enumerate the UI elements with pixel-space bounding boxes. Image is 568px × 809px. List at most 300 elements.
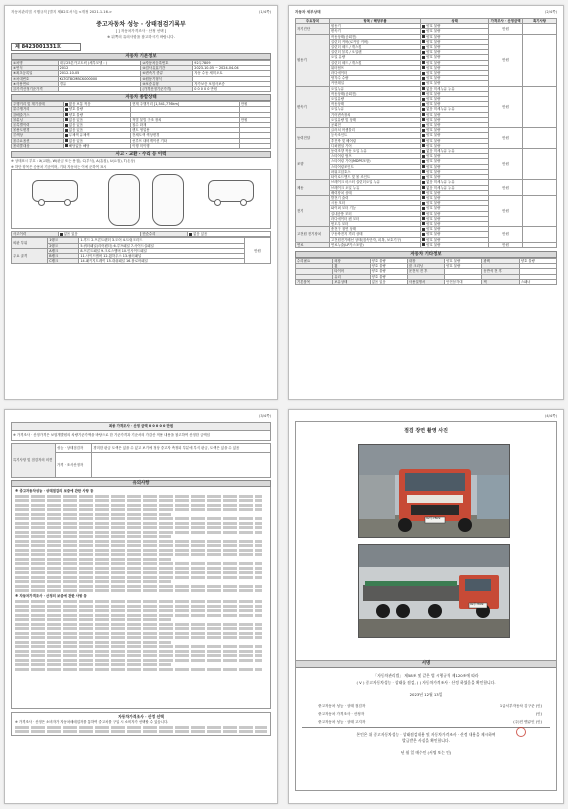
text-line (15, 641, 171, 644)
detail-state: 양호 불량 (421, 211, 489, 216)
final-price-title: 최종 가격조사 · 산정 금액 0 0 0 0 0 만원 (12, 423, 271, 431)
receipt-1: 본인은 위 중고자동차성능 · 상태점검내용 및 자동차가격조사 · 산정 내용을 제시하여 (356, 732, 496, 737)
detail-item: 타이로드엔드 및 볼 조인트 (329, 175, 420, 180)
detail-item: 오일유량 (329, 97, 420, 102)
detail-item: 공회전 (329, 123, 420, 128)
detail-state: 없음 미세누유 누유 (421, 149, 489, 154)
accident-note: ※ 하단 항목은 승용차 기준이며, 기타 자동차는 이에 준하여 표시 (11, 164, 107, 169)
checkbox-icon (422, 207, 425, 210)
special-opinion: 경미한 판금 도색은 있을 수 있고 보기에 정상 중고자 측정되 부분에 부식 판금, 도색은 있을 수 있음 (92, 444, 271, 453)
detail-note (523, 128, 557, 149)
detail-item: 오일누유 (329, 86, 420, 91)
basic-value: 2012 (58, 66, 141, 71)
detail-price: 만원 (489, 242, 523, 247)
photo-section (295, 421, 557, 661)
repair-value: 없음 있음 (188, 232, 271, 237)
checkbox-icon (422, 160, 425, 163)
check-label: ⑲리콜대상 (12, 143, 64, 148)
detail-item: 작동상태(공회전) (329, 91, 420, 96)
basic-value: 2023-10-05 ~ 2024-04-04 (193, 66, 271, 71)
other-cell: 양호 불량 (370, 264, 407, 269)
rankb-parts: 11.사이드멤버 12.휠하우스 13.필러패널 (79, 254, 245, 259)
text-line (15, 589, 262, 592)
text-line (15, 513, 171, 516)
text-line (15, 600, 262, 603)
receipt-2: 발급받은 사실을 확인합니다. (402, 738, 450, 743)
detail-state: 양호 불량 (421, 175, 489, 180)
detail-price: 만원 (489, 24, 523, 34)
detail-row (296, 34, 557, 39)
sign-title: 서명 (296, 661, 556, 668)
accident-label: 사고이력 (12, 232, 59, 237)
accident-title: 사고 · 교환 · 수리 등 이력 (11, 151, 271, 158)
special-label: 특기사항 및 점검자의 의견 (12, 444, 56, 478)
price-select-box (11, 712, 271, 736)
sign-date: 2023년 12월 13일 (409, 692, 443, 697)
check-value: 없음 있음 (63, 138, 130, 143)
check-value: 선루프 내비게이션 기타 (131, 138, 240, 143)
other-cell: 타이어 (333, 269, 370, 274)
detail-state: 없음 미세누유 누유 (421, 185, 489, 190)
detail-state: 양호 불량 (421, 50, 489, 55)
detail-price: 만원 (489, 86, 523, 128)
detail-row (296, 128, 557, 133)
detail-state: 양호 불량 (421, 97, 489, 102)
detail-state: 양호 불량 (421, 65, 489, 70)
text-line (15, 522, 262, 525)
rankb-label: B랭크 (48, 254, 79, 259)
check-label: ⑭튜닝 (12, 117, 64, 122)
price-examiner-label: 중고자동차 가격조사 · 산정자 (318, 712, 365, 716)
detail-item: 클러치 어셈블리 (329, 128, 420, 133)
text-line (15, 508, 262, 511)
text-line (15, 605, 262, 608)
plate-top: 92무7809 (426, 516, 441, 520)
detail-row (296, 180, 557, 185)
checkbox-icon (422, 129, 425, 132)
detail-state: 없음 미세누유 누유 (421, 180, 489, 185)
detail-price: 만원 (489, 128, 523, 149)
detail-state: 양호 불량 (421, 39, 489, 44)
receipt-3: 년 월 일 매수인 (서명 또는 인) (400, 750, 452, 755)
detail-group: 자기진단 (296, 24, 330, 34)
check-label: ⑫주행거리 (12, 107, 64, 112)
basic-label: ⑦차대번호 (12, 76, 59, 81)
wheel-icon (240, 199, 247, 206)
final-price-note: ※ 가격조사 · 산정가격은 보험개발원의 차량기준가액을 바탕으로 한 기준가격과 기준서의 가감산 적용 내용을 참고하여 산정한 금액임 (12, 431, 271, 441)
basic-label: ⑨사용연료 (12, 81, 59, 86)
basic-value: KLTGT8CMBCK000000 (58, 76, 141, 81)
detail-item: 충전구 절연 상태 (329, 227, 420, 232)
check-value: 없음 있음 (63, 123, 130, 128)
detail-state: 양호 불량 (421, 123, 489, 128)
detail-state: 양호 불량 (421, 216, 489, 221)
checkbox-icon (422, 228, 425, 231)
wheel-icon (64, 199, 71, 206)
checkbox-icon (422, 196, 425, 199)
detail-state: 없음 미세누유 누유 (421, 86, 489, 91)
checkbox-icon (422, 61, 425, 64)
detail-item: 기어변속장치 (329, 112, 420, 117)
text-line (15, 567, 262, 570)
rank1-label: 1랭크 (48, 238, 79, 243)
detail-item: 작동상태(공회전) (329, 34, 420, 39)
other-cell: 양호 불량 (445, 264, 482, 269)
check-value: 무채색 유채색 (63, 133, 130, 138)
basic-value: 대우25톤카고트럭 (세부모델 : ) (58, 61, 141, 66)
detail-item: 실린더 블록 / 오일팬 (329, 50, 420, 55)
truck-front-photo (358, 444, 510, 538)
price-examiner: 가격 · 조사산정자 (56, 453, 92, 478)
other-cell: 광택 (482, 258, 519, 263)
detail-note (523, 86, 557, 128)
checkbox-icon (422, 181, 425, 184)
detail-state: 양호 불량 (421, 133, 489, 138)
form-subtitle: ※ 뒤쪽의 유의사항을 참고하시기 바랍니다. (107, 35, 175, 39)
other-cell: 양호 불량 (370, 274, 407, 279)
price-examiner-value: (인) (535, 712, 542, 716)
statement-1: 「자동차관리법」 제58조 및 같은 법 시행규칙 제120조에 따라 (373, 673, 479, 678)
detail-group: 고전원 전기장치 (296, 227, 330, 243)
other-cell: 휠 (333, 264, 370, 269)
other-info-table (295, 258, 557, 285)
car-top-rear (152, 174, 184, 226)
detail-state: 양호 불량 (421, 71, 489, 76)
checkbox-icon (422, 77, 425, 80)
detail-state: 없음 미세누유 누유 (421, 107, 489, 112)
basic-label: ②자동차등록번호 (141, 61, 193, 66)
other-cell: 스패너 (519, 279, 556, 284)
checkbox-icon (422, 103, 425, 106)
check-label: 주행거리 및 계기상태 (12, 102, 64, 107)
detail-state: 양호 불량 (421, 227, 489, 232)
other-cell: 기본품목 (296, 279, 333, 284)
text-line (15, 609, 262, 612)
other-cell: 잭 (482, 279, 519, 284)
detail-item: 커먼레일 (329, 81, 420, 86)
detail-col-header: 특기사항 (523, 19, 557, 24)
basic-label: ⑧원동기형식 (141, 76, 193, 81)
checkbox-icon (65, 139, 68, 142)
basic-label: ⑩보증유형 (141, 81, 193, 86)
other-cell: 양호 불량 (445, 258, 482, 263)
detail-item: 원동기 (329, 24, 420, 29)
detail-item: 등속조인트 (329, 133, 420, 138)
other-cell: 룸 크리닝 (407, 264, 444, 269)
checkbox-icon (65, 134, 68, 137)
detail-item: 추진축 및 베어링 (329, 138, 420, 143)
checkbox-icon (422, 30, 425, 33)
text-line (15, 663, 171, 666)
text-line (15, 531, 262, 534)
checkbox-icon (422, 25, 425, 28)
check-value: 현재 주행거리 [1,541,776km] (131, 102, 240, 107)
stamp-seal (516, 727, 526, 737)
check-value: 해당없음 해당 (63, 143, 130, 148)
price-select-title: 자동차가격조사 · 산정 선택 (118, 714, 164, 719)
checkbox-icon (422, 191, 425, 194)
detail-price: 만원 (489, 34, 523, 86)
detail-item: 변속기 (329, 29, 420, 34)
checkbox-icon (422, 124, 425, 127)
detail-row (296, 242, 557, 247)
text-line (15, 636, 262, 639)
check-label: ⑯용도변경 (12, 128, 64, 133)
other-row (296, 279, 557, 284)
basic-info-table (11, 60, 271, 92)
other-cell: 안전삼각대 (445, 279, 482, 284)
frame-label: 주요 골격 (12, 248, 48, 264)
ranka-parts: 8.프론트패널 9.크로스멤버 10.인사이드패널 (79, 248, 245, 253)
checkbox-icon (422, 170, 425, 173)
checkbox-icon (422, 92, 425, 95)
text-line (15, 558, 171, 561)
detail-item: 브레이크 마스터 실린더오일 누유 (329, 180, 420, 185)
other-cell: 유리 (333, 274, 370, 279)
detail-item: 오일 유량 (329, 55, 420, 60)
text-line (15, 668, 262, 671)
page-4 (288, 409, 564, 804)
detail-col-header: 가격조사 · 산정금액 (489, 19, 523, 24)
other-info-title: 자동차 기타정보 (295, 251, 557, 258)
detail-note (523, 180, 557, 196)
text-line (15, 632, 262, 635)
truck-side-photo (358, 544, 510, 638)
text-line (15, 654, 262, 657)
basic-label: ③연식 (12, 66, 59, 71)
text-line (15, 540, 262, 543)
detail-note (523, 242, 557, 247)
detail-state: 양호 불량 (421, 143, 489, 148)
checkbox-icon (422, 118, 425, 121)
checkbox-icon (422, 217, 425, 220)
check-items-table (11, 101, 271, 149)
detail-state: 양호 불량 (421, 45, 489, 50)
checkbox-icon (422, 113, 425, 116)
detail-item: 와이퍼 모터 기능 (329, 206, 420, 211)
detail-item: 디퍼렌셜 기어 (329, 143, 420, 148)
detail-state: 양호 불량 (421, 159, 489, 164)
detail-state: 양호 불량 (421, 29, 489, 34)
statement-2: ( V ) 중고자동차성능 · 상태를 점검, ( ) 자동차가격조사 · 산정 하였음을 확인합니다. (356, 680, 496, 685)
text-line (15, 553, 262, 556)
detail-state: 양호 불량 (421, 76, 489, 81)
detail-item: 작동상태 (329, 102, 420, 107)
page-number: (2/4쪽) (544, 10, 557, 14)
other-cell: 양호 불량 (519, 258, 556, 263)
detail-item: 실린더 헤드 / 개스킷 (329, 60, 420, 65)
checkbox-icon (65, 124, 68, 127)
detail-state: 양호 불량 (421, 237, 489, 242)
detail-group: 조향 (296, 149, 330, 180)
check-row (12, 143, 271, 148)
text-line (15, 571, 262, 574)
check-label: ⑰색상 (12, 133, 64, 138)
text-line (15, 562, 262, 565)
checkbox-icon (422, 176, 425, 179)
detail-group: 원동기 (296, 34, 330, 86)
check-value: 만원 (239, 102, 270, 107)
detail-state: 양호 불량 (421, 138, 489, 143)
detail-state: 양호 불량 (421, 195, 489, 200)
basic-label: (가격산정기준가격) (141, 87, 193, 92)
detail-state: 양호 불량 (421, 55, 489, 60)
text-line (15, 495, 262, 498)
text-line (15, 645, 262, 648)
detail-state: 양호 불량 (421, 60, 489, 65)
checkbox-icon (422, 46, 425, 49)
text-line (15, 585, 262, 588)
checkbox-icon (65, 129, 68, 132)
text-line (15, 623, 262, 626)
text-line (15, 614, 262, 617)
notice-title: 유의사항 (11, 480, 271, 487)
checkbox-icon (422, 150, 425, 153)
basic-label: ⑪가격산정기준가격 (12, 87, 59, 92)
checkbox-icon (422, 134, 425, 137)
detail-item: 오일누유 (329, 107, 420, 112)
other-cell: 없음 있음 (370, 279, 407, 284)
detail-state: 양호 불량 (421, 112, 489, 117)
detail-item: 냉각수 수량 (329, 76, 420, 81)
basic-info-title: 자동차 기본정보 (11, 53, 271, 60)
detail-item: 배력장치 상태 (329, 190, 420, 195)
text-line (15, 517, 262, 520)
check-value: 이행 미이행 (131, 143, 240, 148)
other-cell: 동반석 전 후 (482, 269, 519, 274)
car-top-front (108, 174, 140, 226)
text-line (15, 627, 262, 630)
inspector-value: 1급서부자동차 김구준 (인) (499, 704, 542, 708)
checkbox-icon (65, 118, 68, 121)
detail-state: 양호 불량 (421, 34, 489, 39)
checkbox-icon (422, 35, 425, 38)
notice-box (11, 487, 271, 709)
page-3 (4, 409, 278, 804)
check-value: 적법 불법 구조 장치 (131, 117, 240, 122)
detail-state: 양호 불량 (421, 190, 489, 195)
check-value: 렌트 영업용 (131, 128, 240, 133)
check-value: 양호 불량 (63, 107, 130, 112)
other-cell: 사용설명서 (407, 279, 444, 284)
checkbox-icon (422, 238, 425, 241)
rankc-parts: 14.패키지트레이 15.대쉬패널 16.플로어패널 (79, 259, 245, 264)
detail-state: 양호 불량 (421, 201, 489, 206)
page-1 (4, 5, 278, 400)
text-line (15, 659, 262, 662)
checkbox-icon (422, 139, 425, 142)
detail-state: 양호 불량 (421, 24, 489, 29)
checkbox-icon (65, 113, 68, 116)
check-value: 전체도색 색상변경 (131, 133, 240, 138)
detail-group: 전기 (296, 195, 330, 226)
detail-state: 양호 불량 (421, 206, 489, 211)
wheel-icon (38, 199, 45, 206)
price-select-note: ※ 가격조사 · 산정은 소비자가 자동차매매업자를 통하여 중고차를 구입 시 소비자가 선택할 수 있습니다. (15, 720, 169, 724)
detail-item: 스티어링 펌프 (329, 154, 420, 159)
detail-item: 오일유량 및 상태 (329, 117, 420, 122)
repair-label: 단순수리 (141, 232, 188, 237)
detail-group: 동력전달 (296, 128, 330, 149)
exterior-label: 외판 부위 (12, 238, 48, 248)
checkbox-icon (65, 103, 68, 106)
page-2 (288, 5, 564, 400)
page-number: (4/4쪽) (544, 414, 557, 418)
detail-note (523, 195, 557, 226)
detail-state: 양호 불량 (421, 242, 489, 247)
check-value: 없음 있음 (63, 128, 130, 133)
detail-col-header: 항목 / 해당부품 (329, 19, 420, 24)
detail-price: 만원 (489, 149, 523, 180)
check-items-title: 자동차 종합상태 (11, 94, 271, 101)
basic-row (12, 87, 271, 92)
rank1-parts: 1.후드 2.프론트펜더 3.도어 4.트렁크리드 (79, 238, 245, 243)
detail-group: 제동 (296, 180, 330, 196)
basic-value: 자동 수동 세미오토 (193, 71, 271, 76)
detail-item: 발전기 출력 (329, 195, 420, 200)
other-cell: 내장 (407, 258, 444, 263)
text-line (15, 618, 171, 621)
notice-sub2: ※ 자동차가격조사 · 산정의 보증에 관한 사항 등 (15, 594, 87, 599)
checkbox-icon (422, 56, 425, 59)
detail-state: 양호 불량 (421, 232, 489, 237)
check-label: ⑮특별이력 (12, 123, 64, 128)
plate-bottom: 92무7809 (470, 602, 484, 606)
detail-col-header: 상태 (421, 19, 489, 24)
detail-state: 양호 불량 (421, 91, 489, 96)
ranka-label: A랭크 (48, 248, 79, 253)
detail-note (523, 34, 557, 86)
notice-text-1 (15, 495, 267, 593)
check-value: 만원 (239, 117, 270, 122)
detail-note (523, 227, 557, 243)
detail-table (295, 18, 557, 248)
other-cell: 외장 (333, 258, 370, 263)
page-number: (3/4쪽) (258, 414, 271, 418)
basic-value: 0 0 0 0 0 만원 (193, 87, 271, 92)
check-value: 침수 화재 (131, 123, 240, 128)
detail-item: 파워고압호스 (329, 169, 420, 174)
detail-item: 연료누출(LP가스포함) (329, 242, 420, 247)
detail-state: 양호 불량 (421, 117, 489, 122)
text-line (15, 526, 262, 529)
basic-label: ①차명 (12, 61, 59, 66)
special-examiner: 성능 · 상태점검자 (56, 444, 92, 453)
basic-label: ④검사유효기간 (141, 66, 193, 71)
checkbox-icon (422, 108, 425, 111)
detail-item: 브레이크 오일 누유 (329, 185, 420, 190)
text-line (15, 576, 262, 579)
text-line (15, 549, 262, 552)
basic-label: ⑤최초등록일 (12, 71, 59, 76)
check-label: ⑬배출가스 (12, 112, 64, 117)
detail-item: 실린더 헤드 / 개스킷 (329, 45, 420, 50)
notice-text-2 (15, 600, 267, 671)
checkbox-icon (422, 155, 425, 158)
checkbox-icon (65, 108, 68, 111)
car-diagram (11, 169, 271, 229)
signature-section (295, 661, 557, 791)
record-number: 제 8423001331호 (11, 43, 81, 51)
other-cell: 보유상태 (333, 279, 370, 284)
text-line (15, 499, 262, 502)
detail-item: 고전원전기배선 상태(접속단자, 피복, 보호기구) (329, 237, 420, 242)
checkbox-icon (65, 144, 68, 147)
detail-row (296, 86, 557, 91)
detail-row (296, 195, 557, 200)
other-cell: 수리필요 (296, 258, 333, 263)
text-line (15, 504, 262, 507)
